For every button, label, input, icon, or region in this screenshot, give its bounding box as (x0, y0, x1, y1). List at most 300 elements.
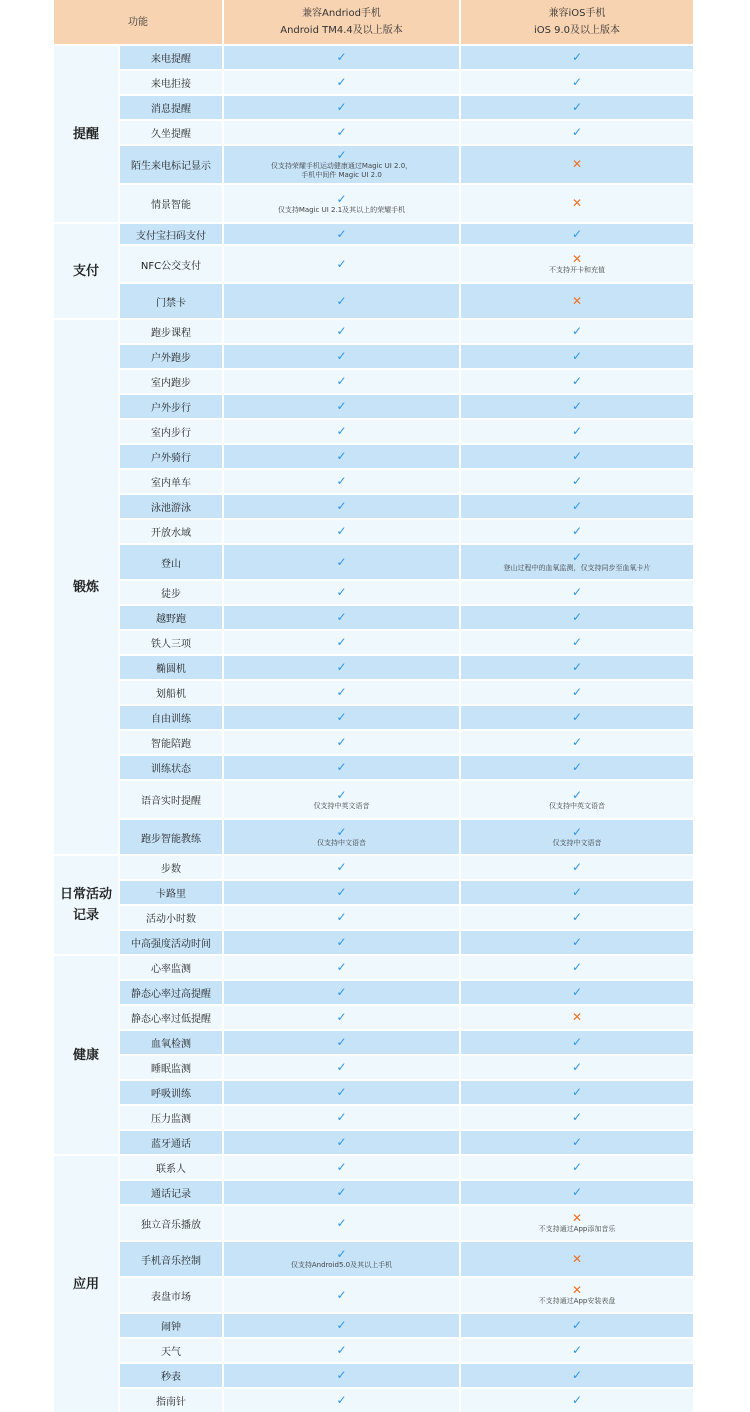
cross-icon: ✕ (571, 293, 583, 308)
feature-cell (120, 931, 222, 954)
check-icon: ✓ (571, 1160, 583, 1174)
feature-name: 心率监测 (151, 964, 191, 975)
check-icon: ✓ (336, 935, 347, 949)
feature-cell (120, 284, 222, 318)
feature-cell (120, 1006, 222, 1029)
check-icon: ✓ (336, 1085, 347, 1099)
feature-name: 泳池游泳 (151, 503, 191, 514)
check-icon: ✓ (571, 75, 583, 89)
feature-name: 联系人 (156, 1164, 186, 1175)
feature-cell (120, 1031, 222, 1054)
android-support-cell (224, 931, 459, 954)
check-icon: ✓ (571, 735, 583, 749)
android-support-cell (224, 395, 459, 418)
feature-cell (120, 185, 222, 222)
android-support-cell (224, 185, 459, 222)
android-support-cell (224, 96, 459, 119)
feature-cell (120, 345, 222, 368)
ios-support-cell (461, 96, 693, 119)
check-icon: ✓ (571, 449, 583, 463)
check-icon: ✓ (336, 399, 347, 413)
check-icon: ✓ (336, 1185, 347, 1199)
check-icon: ✓ (571, 349, 583, 363)
feature-name: 天气 (161, 1347, 181, 1358)
feature-cell (120, 395, 222, 418)
android-support-cell (224, 781, 459, 818)
check-icon: ✓ (336, 1368, 347, 1382)
check-icon: ✓ (336, 1287, 347, 1302)
ios-support-cell (461, 1031, 693, 1054)
check-icon: ✓ (336, 860, 347, 874)
ios-support-cell (461, 731, 693, 754)
ios-support-cell (461, 1056, 693, 1079)
check-icon: ✓ (336, 1135, 347, 1149)
feature-cell (120, 495, 222, 518)
check-icon: ✓ (336, 585, 347, 599)
android-support-note: 仅支持Android5.0及其以上手机 (290, 1261, 393, 1269)
android-support-note: 仅支持中英文语音 (313, 801, 370, 810)
feature-name: 独立音乐播放 (141, 1219, 201, 1231)
check-icon: ✓ (571, 499, 583, 513)
feature-cell (120, 520, 222, 543)
category-name: 支付 (72, 263, 99, 279)
header-ios-cell (461, 0, 693, 44)
ios-support-note: 仅支持中英文语音 (549, 801, 605, 810)
check-icon: ✓ (336, 885, 347, 899)
category-name: 锻炼 (72, 579, 99, 595)
android-support-cell (224, 581, 459, 604)
android-support-cell (224, 706, 459, 729)
check-icon: ✓ (571, 787, 583, 802)
check-icon: ✓ (336, 960, 347, 974)
ios-support-cell (461, 520, 693, 543)
feature-name: 户外骑行 (151, 453, 191, 464)
category-name: 应用 (72, 1276, 99, 1292)
feature-cell (120, 981, 222, 1004)
category-name: 日常活动 记录 (59, 887, 112, 923)
check-icon: ✓ (336, 1110, 347, 1124)
feature-cell (120, 1339, 222, 1362)
feature-name: 开放水域 (151, 528, 191, 539)
android-support-cell (224, 981, 459, 1004)
check-icon: ✓ (571, 1060, 583, 1074)
feature-cell (120, 706, 222, 729)
android-support-cell (224, 906, 459, 929)
ios-support-cell (461, 345, 693, 368)
feature-name: NFC公交支付 (140, 260, 202, 272)
feature-cell (120, 656, 222, 679)
ios-support-cell (461, 781, 693, 818)
android-support-cell (224, 1056, 459, 1079)
android-support-cell (224, 1181, 459, 1204)
feature-name: 训练状态 (151, 764, 191, 775)
feature-name: 门禁卡 (156, 297, 186, 309)
android-support-cell (224, 1314, 459, 1337)
check-icon: ✓ (336, 148, 347, 162)
check-icon: ✓ (336, 660, 347, 674)
feature-name: 来电提醒 (151, 54, 191, 65)
ios-support-cell (461, 545, 693, 579)
check-icon: ✓ (571, 324, 583, 338)
ios-support-cell (461, 370, 693, 393)
android-support-cell (224, 731, 459, 754)
check-icon: ✓ (571, 910, 583, 924)
check-icon: ✓ (336, 985, 347, 999)
check-icon: ✓ (571, 635, 583, 649)
feature-cell (120, 756, 222, 779)
android-support-cell (224, 345, 459, 368)
feature-cell (120, 96, 222, 119)
android-support-cell (224, 246, 459, 282)
feature-name: 室内跑步 (151, 378, 191, 389)
feature-name: 情景智能 (151, 200, 191, 211)
ios-support-cell (461, 981, 693, 1004)
check-icon: ✓ (571, 960, 583, 974)
feature-cell (120, 956, 222, 979)
feature-name: 越野跑 (156, 614, 186, 625)
ios-support-cell (461, 395, 693, 418)
ios-support-cell (461, 420, 693, 443)
feature-cell (120, 1056, 222, 1079)
check-icon: ✓ (336, 554, 347, 569)
ios-support-cell (461, 1206, 693, 1240)
feature-name: 椭圆机 (156, 664, 186, 675)
feature-cell (120, 370, 222, 393)
ios-support-note: 仅支持中文语音 (552, 839, 602, 847)
ios-support-note: 不支持通过App添加音乐 (538, 1225, 616, 1233)
check-icon: ✓ (336, 125, 347, 139)
android-support-cell (224, 1006, 459, 1029)
android-support-cell (224, 520, 459, 543)
feature-cell (120, 881, 222, 904)
check-icon: ✓ (571, 685, 583, 699)
ios-support-cell (461, 906, 693, 929)
ios-support-cell (461, 581, 693, 604)
ios-support-cell (461, 931, 693, 954)
feature-cell (120, 1106, 222, 1129)
header-ios-title: 兼容iOS手机 (548, 8, 606, 19)
check-icon: ✓ (571, 760, 583, 774)
cross-icon: ✕ (571, 1211, 583, 1225)
ios-support-cell (461, 1339, 693, 1362)
android-support-cell (224, 1131, 459, 1154)
ios-support-cell (461, 956, 693, 979)
ios-support-cell (461, 1314, 693, 1337)
android-support-cell (224, 1242, 459, 1276)
ios-support-cell (461, 1106, 693, 1129)
ios-support-cell (461, 856, 693, 879)
check-icon: ✓ (336, 1010, 347, 1024)
ios-support-cell (461, 756, 693, 779)
android-support-cell (224, 495, 459, 518)
feature-cell (120, 420, 222, 443)
header-android-version: Android TM4.4及以上版本 (280, 25, 403, 36)
check-icon: ✓ (571, 1343, 583, 1357)
check-icon: ✓ (336, 424, 347, 438)
ios-support-cell (461, 1389, 693, 1412)
android-support-cell (224, 1339, 459, 1362)
feature-name: 活动小时数 (146, 914, 196, 925)
feature-name: 跑步课程 (151, 328, 191, 339)
android-support-cell (224, 1156, 459, 1179)
cross-icon: ✕ (571, 1010, 583, 1024)
ios-support-cell (461, 320, 693, 343)
feature-name: 通话记录 (151, 1189, 191, 1200)
check-icon: ✓ (571, 1110, 583, 1124)
android-support-cell (224, 46, 459, 69)
feature-cell (120, 545, 222, 579)
feature-cell (120, 631, 222, 654)
cross-icon: ✕ (571, 252, 583, 266)
header-ios-version: iOS 9.0及以上版本 (533, 25, 621, 36)
check-icon: ✓ (571, 660, 583, 674)
feature-name: 睡眠监测 (151, 1064, 191, 1075)
android-support-cell (224, 284, 459, 318)
check-icon: ✓ (571, 985, 583, 999)
android-support-cell (224, 71, 459, 94)
check-icon: ✓ (336, 226, 347, 241)
android-support-cell (224, 420, 459, 443)
cross-icon: ✕ (571, 157, 583, 171)
cross-icon: ✕ (571, 1251, 583, 1266)
feature-cell (120, 1242, 222, 1276)
ios-support-note: 不支持通过App安装表盘 (538, 1297, 616, 1305)
check-icon: ✓ (571, 1318, 583, 1332)
feature-name: 支付宝扫码支付 (136, 230, 206, 242)
feature-cell (120, 1278, 222, 1312)
check-icon: ✓ (571, 374, 583, 388)
ios-support-cell (461, 606, 693, 629)
check-icon: ✓ (336, 710, 347, 724)
check-icon: ✓ (571, 1368, 583, 1382)
check-icon: ✓ (336, 1393, 347, 1407)
ios-support-cell (461, 1131, 693, 1154)
check-icon: ✓ (336, 524, 347, 538)
android-support-cell (224, 631, 459, 654)
feature-name: 呼吸训练 (151, 1089, 191, 1100)
check-icon: ✓ (336, 349, 347, 363)
android-support-cell (224, 881, 459, 904)
ios-support-note: 不支持开卡和充值 (549, 266, 605, 274)
check-icon: ✓ (336, 474, 347, 488)
android-support-cell (224, 956, 459, 979)
check-icon: ✓ (571, 1135, 583, 1149)
header-android-title: 兼容Andriod手机 (302, 8, 381, 19)
android-support-cell (224, 320, 459, 343)
feature-name: 闹钟 (161, 1322, 181, 1333)
android-support-cell (224, 445, 459, 468)
category-cell (54, 956, 118, 1154)
check-icon: ✓ (336, 499, 347, 513)
feature-name: 步数 (161, 864, 181, 875)
android-support-cell (224, 656, 459, 679)
android-support-cell (224, 121, 459, 144)
check-icon: ✓ (571, 1185, 583, 1199)
check-icon: ✓ (571, 474, 583, 488)
feature-cell (120, 121, 222, 144)
feature-cell (120, 856, 222, 879)
check-icon: ✓ (336, 374, 347, 388)
feature-name: 徒步 (161, 589, 181, 600)
check-icon: ✓ (336, 610, 347, 624)
ios-support-cell (461, 881, 693, 904)
check-icon: ✓ (336, 1035, 347, 1049)
check-icon: ✓ (336, 735, 347, 749)
android-support-cell (224, 820, 459, 854)
feature-cell (120, 781, 222, 818)
check-icon: ✓ (336, 1318, 347, 1332)
feature-cell (120, 146, 222, 183)
android-support-cell (224, 146, 459, 183)
feature-cell (120, 820, 222, 854)
feature-name: 铁人三项 (151, 639, 191, 650)
feature-cell (120, 1131, 222, 1154)
check-icon: ✓ (336, 293, 347, 308)
category-cell (54, 856, 118, 954)
check-icon: ✓ (571, 935, 583, 949)
check-icon: ✓ (336, 1247, 347, 1261)
android-support-note: 仅支持荣耀手机运动健康通过Magic UI 2.0， 手机中间件 Magic UI 2.0 (270, 162, 413, 179)
feature-cell (120, 581, 222, 604)
check-icon: ✓ (571, 885, 583, 899)
feature-name: 久坐提醒 (151, 129, 191, 140)
feature-cell (120, 470, 222, 493)
ios-support-cell (461, 656, 693, 679)
feature-cell (120, 1206, 222, 1240)
feature-name: 指南针 (156, 1397, 186, 1408)
check-icon: ✓ (571, 825, 583, 839)
check-icon: ✓ (336, 1215, 347, 1230)
feature-name: 语音实时提醒 (141, 796, 201, 807)
check-icon: ✓ (336, 449, 347, 463)
ios-support-note: 登山过程中的血氧监测，仅支持同步至血氧卡片 (503, 564, 651, 572)
cross-icon: ✕ (571, 1283, 583, 1297)
ios-support-cell (461, 820, 693, 854)
check-icon: ✓ (336, 685, 347, 699)
feature-cell (120, 1389, 222, 1412)
android-support-cell (224, 1364, 459, 1387)
feature-cell (120, 906, 222, 929)
ios-support-cell (461, 1156, 693, 1179)
category-cell (54, 46, 118, 222)
ios-support-cell (461, 470, 693, 493)
android-support-note: 仅支持Magic UI 2.1及其以上的荣耀手机 (277, 205, 406, 214)
android-support-cell (224, 1081, 459, 1104)
feature-name: 智能陪跑 (151, 739, 191, 750)
feature-cell (120, 46, 222, 69)
check-icon: ✓ (336, 1343, 347, 1357)
feature-name: 消息提醒 (151, 104, 191, 115)
feature-cell (120, 320, 222, 343)
feature-name: 跑步智能教练 (141, 833, 201, 845)
feature-name: 划船机 (156, 689, 186, 700)
ios-support-cell (461, 1006, 693, 1029)
ios-support-cell (461, 224, 693, 244)
check-icon: ✓ (336, 191, 347, 206)
category-cell (54, 320, 118, 854)
ios-support-cell (461, 631, 693, 654)
android-support-cell (224, 1278, 459, 1312)
ios-support-cell (461, 121, 693, 144)
check-icon: ✓ (571, 100, 583, 114)
ios-support-cell (461, 146, 693, 183)
feature-name: 表盘市场 (151, 1291, 191, 1303)
ios-support-cell (461, 445, 693, 468)
check-icon: ✓ (571, 1085, 583, 1099)
header-function-label: 功能 (128, 16, 148, 28)
feature-name: 手机音乐控制 (141, 1255, 201, 1267)
android-support-note: 仅支持中文语音 (317, 839, 366, 847)
ios-support-cell (461, 1081, 693, 1104)
feature-cell (120, 681, 222, 704)
feature-name: 静态心率过低提醒 (131, 1014, 211, 1025)
check-icon: ✓ (571, 710, 583, 724)
feature-name: 室内步行 (151, 428, 191, 439)
cross-icon: ✕ (571, 196, 583, 210)
ios-support-cell (461, 246, 693, 282)
android-support-cell (224, 1031, 459, 1054)
check-icon: ✓ (571, 424, 583, 438)
android-support-cell (224, 545, 459, 579)
check-icon: ✓ (336, 635, 347, 649)
feature-name: 卡路里 (156, 889, 186, 900)
header-android-cell (224, 0, 459, 44)
category-cell (54, 1156, 118, 1412)
android-support-cell (224, 856, 459, 879)
feature-name: 秒表 (161, 1372, 181, 1383)
check-icon: ✓ (336, 324, 347, 338)
check-icon: ✓ (336, 256, 347, 271)
ios-support-cell (461, 1364, 693, 1387)
feature-name: 登山 (161, 558, 181, 570)
feature-cell (120, 246, 222, 282)
check-icon: ✓ (571, 226, 583, 241)
android-support-cell (224, 1106, 459, 1129)
feature-cell (120, 1181, 222, 1204)
android-support-cell (224, 1389, 459, 1412)
feature-cell (120, 224, 222, 244)
android-support-cell (224, 370, 459, 393)
check-icon: ✓ (336, 910, 347, 924)
feature-name: 户外步行 (151, 403, 191, 414)
feature-name: 蓝牙通话 (151, 1139, 191, 1150)
header-function-cell (54, 0, 222, 44)
ios-support-cell (461, 1242, 693, 1276)
feature-name: 户外跑步 (151, 353, 191, 364)
check-icon: ✓ (336, 760, 347, 774)
feature-cell (120, 71, 222, 94)
check-icon: ✓ (336, 1160, 347, 1174)
check-icon: ✓ (336, 75, 347, 89)
check-icon: ✓ (571, 524, 583, 538)
feature-cell (120, 1081, 222, 1104)
feature-name: 自由训练 (151, 714, 191, 725)
feature-cell (120, 1156, 222, 1179)
ios-support-cell (461, 1181, 693, 1204)
feature-cell (120, 1314, 222, 1337)
feature-name: 压力监测 (151, 1114, 191, 1125)
check-icon: ✓ (571, 1393, 583, 1407)
check-icon: ✓ (571, 50, 583, 64)
compatibility-table (54, 0, 693, 1408)
ios-support-cell (461, 495, 693, 518)
feature-cell (120, 731, 222, 754)
android-support-cell (224, 224, 459, 244)
check-icon: ✓ (336, 1060, 347, 1074)
check-icon: ✓ (571, 585, 583, 599)
feature-name: 室内单车 (151, 478, 191, 489)
feature-name: 陌生来电标记显示 (131, 161, 211, 172)
